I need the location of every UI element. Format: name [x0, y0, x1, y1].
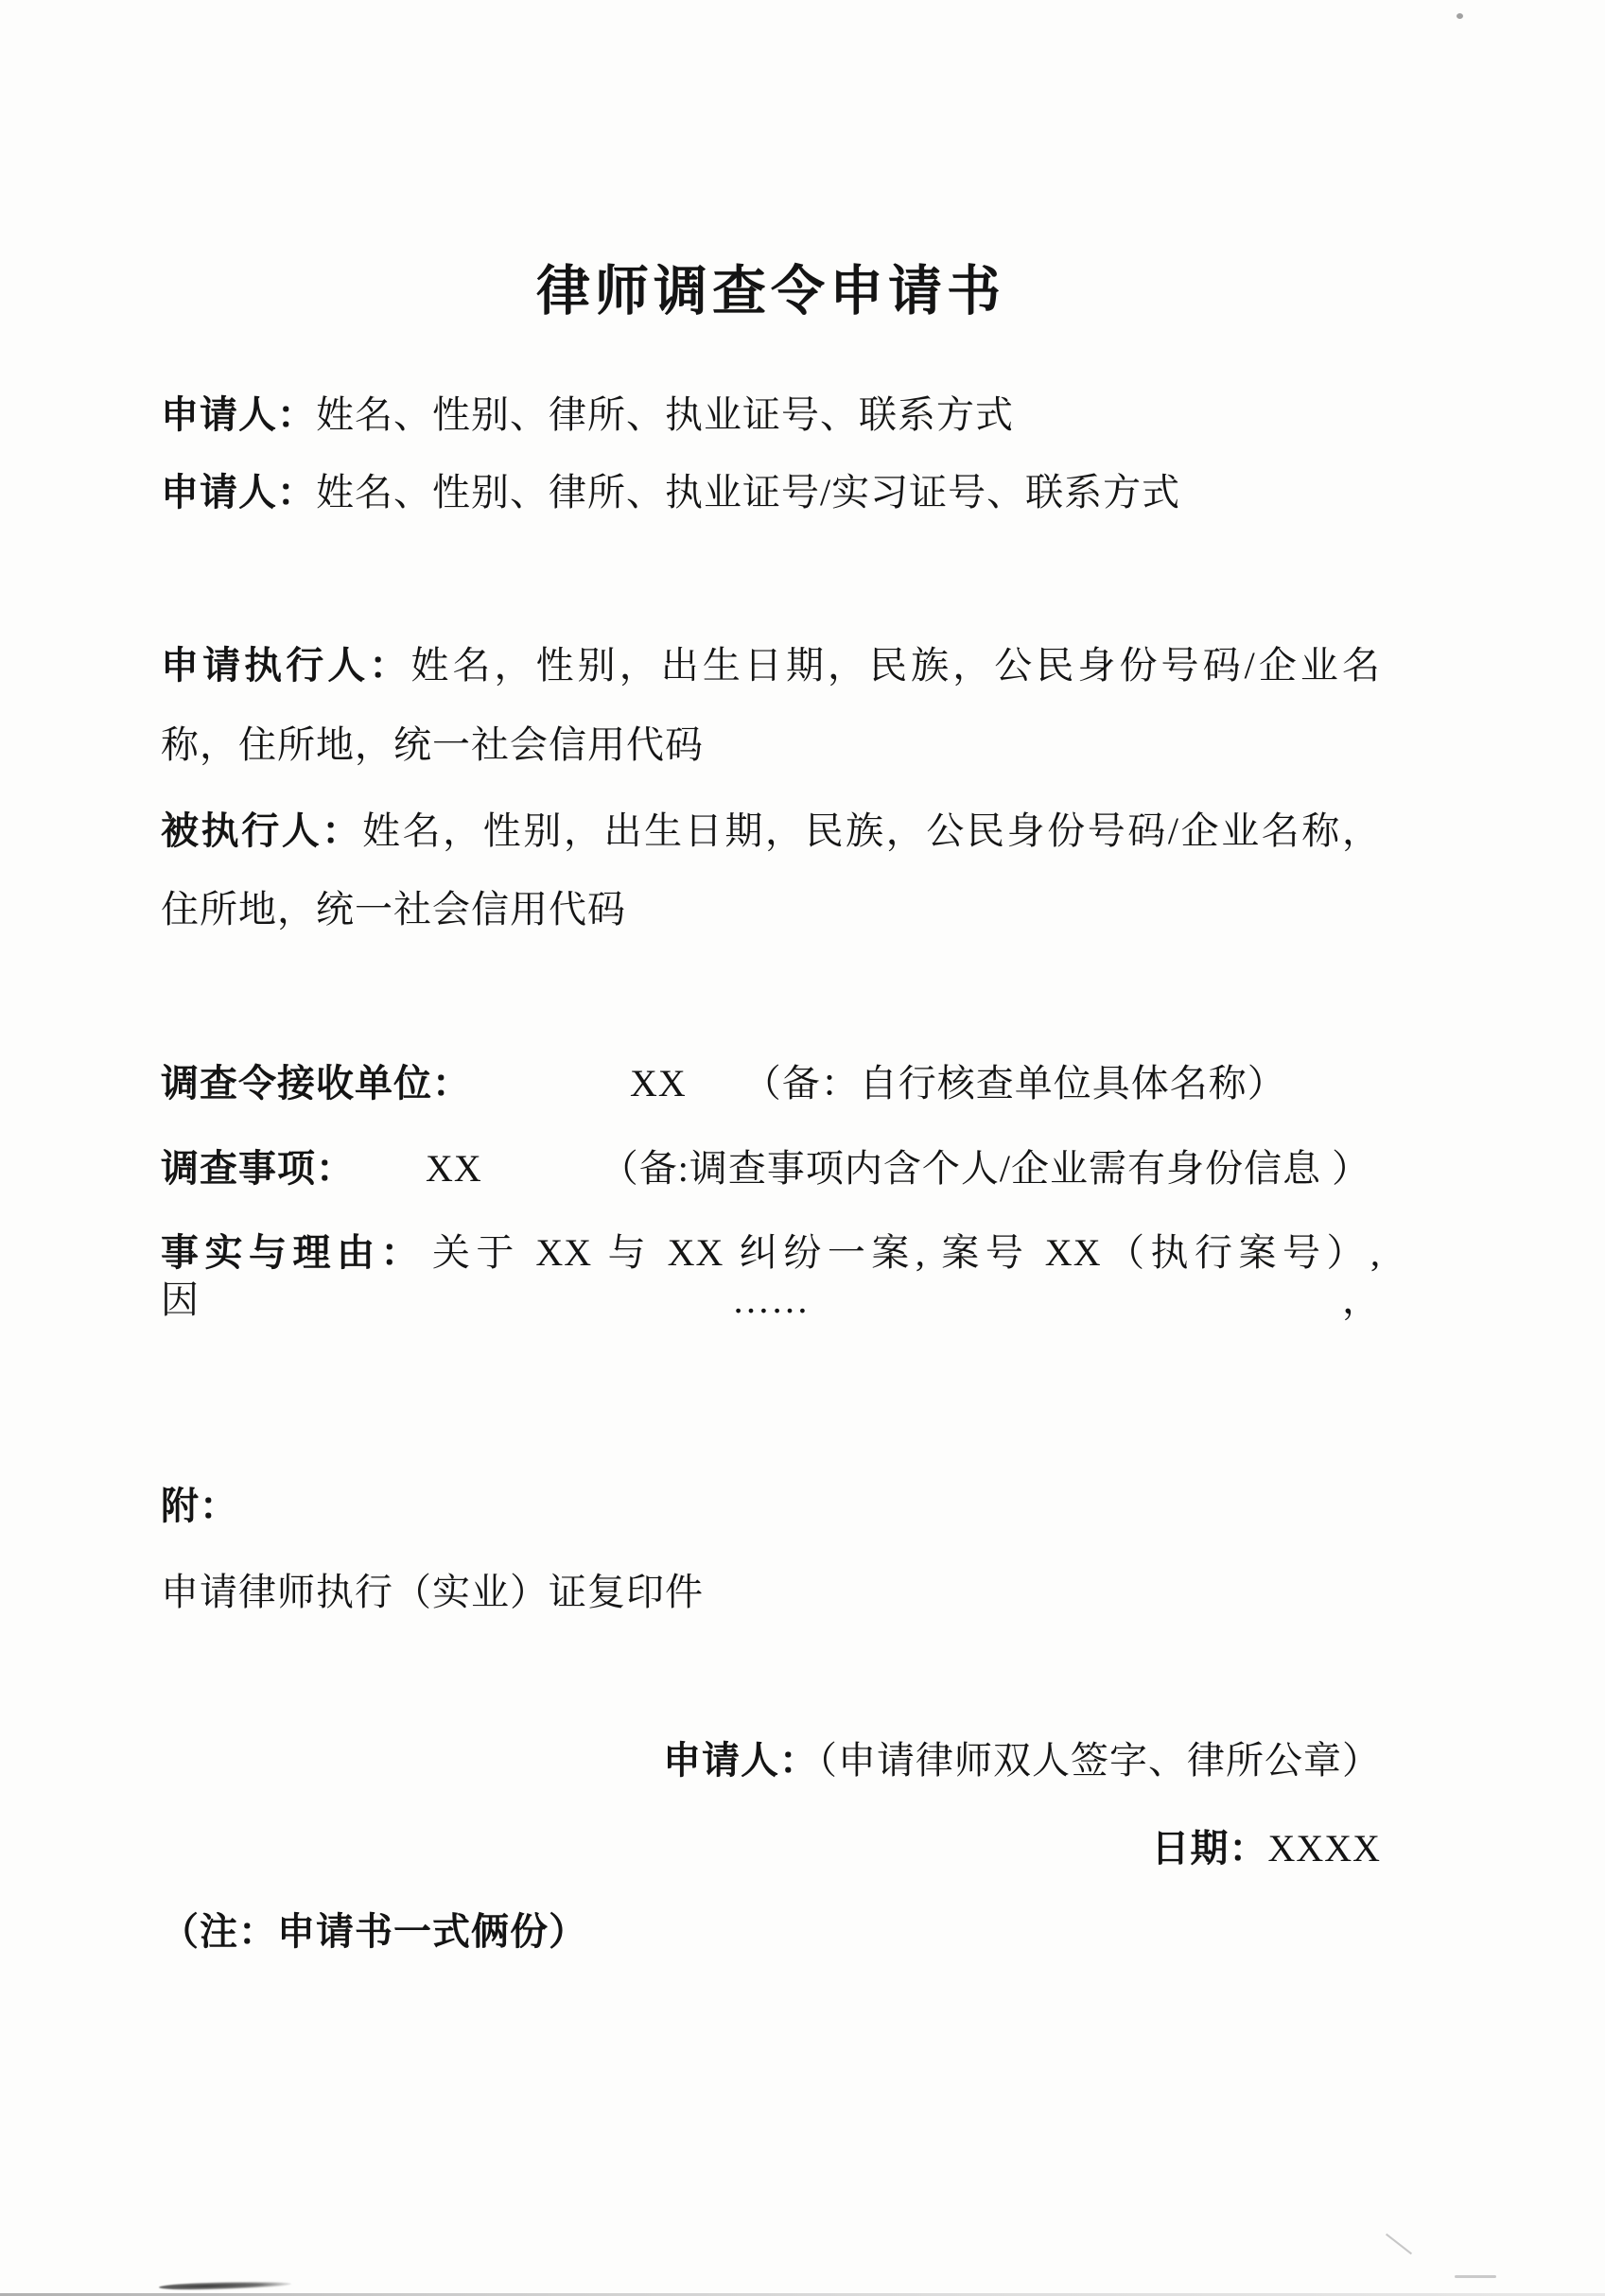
date-value-placeholder: XXXX: [1267, 1827, 1381, 1870]
copies-note-line: [161, 1908, 1381, 1956]
matters-line: [161, 1145, 1381, 1192]
date-line: [161, 1825, 1381, 1872]
attachment-item: 申请律师执行（实业）证复印件: [161, 1571, 704, 1613]
exec-applicant-line-1: [161, 642, 1381, 689]
facts-label: 事实与理由：: [161, 1231, 425, 1274]
exec-applicant-continuation: 称，住所地，统一社会信用代码: [161, 723, 704, 766]
respondent-line-1: [161, 808, 1381, 855]
respondent-text: 姓名，性别，出生日期，民族，公民身份号码/企业名称，: [361, 809, 1381, 852]
facts-line: [161, 1229, 1381, 1324]
scan-scratch-artifact: [1386, 2234, 1412, 2255]
applicant-line-1: [161, 391, 1381, 439]
scan-smudge-artifact: [159, 2280, 291, 2291]
applicant-1-label: 申请人：: [161, 393, 316, 436]
date-label: 日期：: [1151, 1827, 1268, 1870]
matters-note: （备:调查事项内含个人/企业需有身份信息 ）: [600, 1147, 1371, 1190]
signature-line: [161, 1737, 1381, 1784]
exec-applicant-label: 申请执行人：: [161, 644, 411, 687]
receiver-label: 调查令接收单位：: [161, 1062, 471, 1105]
scan-speck-artifact: [1457, 13, 1463, 19]
matters-label: 调查事项：: [161, 1147, 355, 1190]
attachment-label: 附：: [161, 1485, 238, 1527]
signature-text: （申请律师双人签字、律所公章）: [818, 1739, 1381, 1782]
signature-label: 申请人：: [663, 1739, 818, 1782]
receiver-value-placeholder: XX: [630, 1062, 687, 1105]
applicant-2-label: 申请人：: [161, 471, 316, 513]
facts-text: 关于 XX 与 XX 纠纷一案, 案号 XX（执行案号）, 因……，: [161, 1231, 1381, 1321]
scan-scratch-artifact: [1455, 2275, 1496, 2278]
receiver-note: （备：自行核查单位具体名称）: [742, 1062, 1286, 1105]
attachment-item-line: [161, 1569, 1381, 1616]
respondent-label: 被执行人：: [161, 809, 362, 852]
exec-applicant-line-2: [161, 722, 1381, 769]
receiver-line: [161, 1060, 1381, 1107]
applicant-1-text: 姓名、性别、律所、执业证号、联系方式: [316, 393, 1014, 436]
document-title: 律师调查令申请书: [536, 262, 1005, 322]
attachment-heading: [161, 1483, 1381, 1530]
respondent-continuation: 住所地，统一社会信用代码: [161, 888, 626, 931]
applicant-2-text: 姓名、性别、律所、执业证号/实习证号、联系方式: [316, 471, 1181, 513]
applicant-line-2: [161, 469, 1381, 516]
copies-note-text: （注：申请书一式俩份）: [161, 1910, 587, 1953]
exec-applicant-text: 姓名，性别，出生日期，民族，公民身份号码/企业名: [410, 644, 1381, 687]
matters-value-placeholder: XX: [426, 1147, 482, 1190]
respondent-line-2: [161, 886, 1381, 933]
